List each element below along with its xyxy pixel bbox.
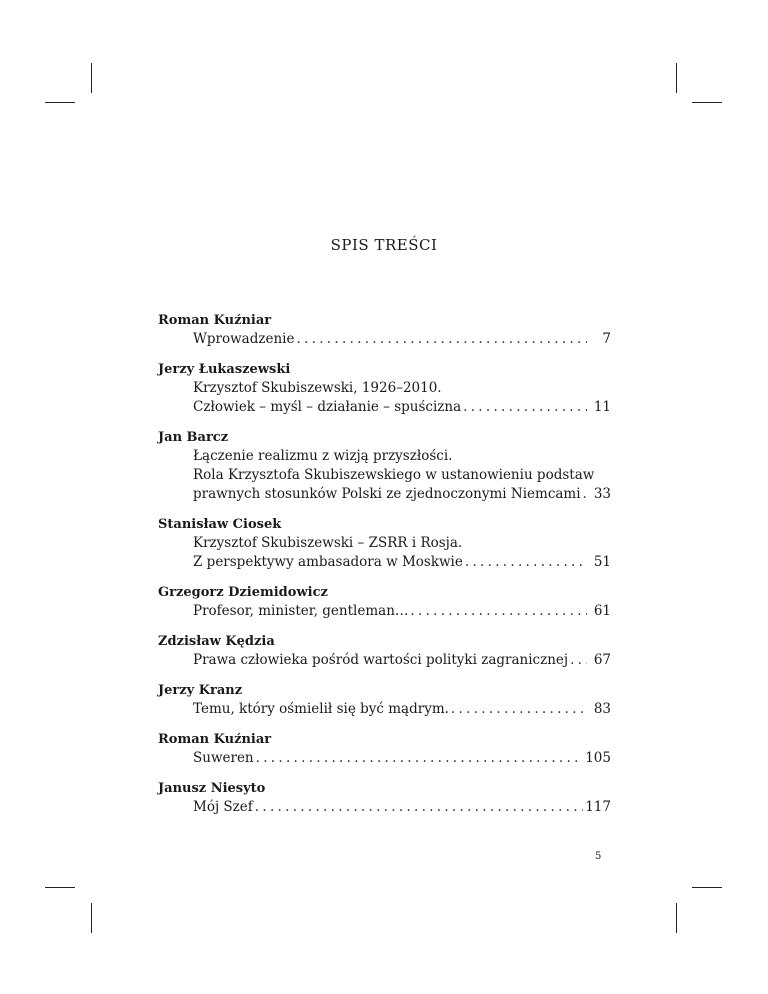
crop-mark xyxy=(676,63,677,93)
crop-mark xyxy=(91,63,92,93)
entry-author: Jerzy Kranz xyxy=(158,683,243,698)
entry-author: Zdzisław Kędzia xyxy=(158,634,275,649)
toc-entry xyxy=(158,730,611,768)
entry-page-number: 105 xyxy=(585,750,611,766)
entry-author: Jerzy Łukaszewski xyxy=(158,362,291,377)
dot-leader xyxy=(410,602,587,621)
entry-title: Z perspektywy ambasadora w Moskwie xyxy=(193,554,463,570)
entry-title: Suweren xyxy=(193,750,254,766)
entry-title: Człowiek – myśl – działanie – spuścizna xyxy=(193,399,462,415)
entry-title-line[interactable] xyxy=(158,602,611,621)
entry-page-number: 67 xyxy=(593,652,611,668)
toc-entry xyxy=(158,632,611,670)
toc-entry xyxy=(158,583,611,621)
entry-title: Profesor, minister, gentleman… xyxy=(193,603,409,619)
crop-mark xyxy=(692,887,722,888)
entry-title-line[interactable] xyxy=(158,651,611,670)
entry-title-line[interactable] xyxy=(158,749,611,768)
entry-title: Mój Szef xyxy=(193,799,253,815)
entry-title: prawnych stosunków Polski ze zjednoczonymi Niemcami xyxy=(193,486,581,502)
crop-mark xyxy=(45,887,75,888)
dot-leader xyxy=(570,651,587,670)
entry-title-line: Rola Krzysztofa Skubiszewskiego w ustanowieniu podstaw xyxy=(193,467,595,483)
page-title: SPIS TREŚCI xyxy=(330,236,438,254)
toc-entry xyxy=(158,515,611,572)
dot-leader xyxy=(463,398,587,417)
crop-mark xyxy=(676,903,677,933)
dot-leader xyxy=(583,485,587,504)
dot-leader xyxy=(465,553,587,572)
entry-author: Roman Kuźniar xyxy=(158,732,272,747)
entry-page-number: 83 xyxy=(593,701,611,717)
entry-page-number: 7 xyxy=(602,331,611,347)
entry-title-line[interactable] xyxy=(158,553,611,572)
entry-title-line[interactable] xyxy=(158,700,611,719)
entry-author: Roman Kuźniar xyxy=(158,313,272,328)
entry-author: Jan Barcz xyxy=(158,430,229,445)
entry-title-line[interactable] xyxy=(158,330,611,349)
entry-author: Janusz Niesyto xyxy=(158,781,266,796)
dot-leader xyxy=(256,749,584,768)
entry-page-number: 11 xyxy=(593,399,611,415)
crop-mark xyxy=(91,903,92,933)
crop-mark xyxy=(692,102,722,103)
entry-title-line[interactable] xyxy=(158,798,611,817)
entry-title: Wprowadzenie xyxy=(193,331,295,347)
entry-page-number: 61 xyxy=(593,603,611,619)
entry-author: Grzegorz Dziemidowicz xyxy=(158,585,328,600)
page-number: 5 xyxy=(595,851,602,862)
toc-entry xyxy=(158,779,611,817)
entry-page-number: 33 xyxy=(593,486,611,502)
entry-title-line[interactable] xyxy=(158,485,611,504)
entry-title-line[interactable] xyxy=(158,398,611,417)
dot-leader xyxy=(255,798,583,817)
toc-entry xyxy=(158,428,611,504)
entry-page-number: 51 xyxy=(593,554,611,570)
entry-title-line: Krzysztof Skubiszewski – ZSRR i Rosja. xyxy=(193,535,463,551)
dot-leader xyxy=(451,700,587,719)
entry-title-line: Krzysztof Skubiszewski, 1926–2010. xyxy=(193,380,442,396)
entry-title: Temu, który ośmielił się być mądrym. xyxy=(193,701,449,717)
entry-title-line: Łączenie realizmu z wizją przyszłości. xyxy=(193,448,453,464)
entry-title: Prawa człowieka pośród wartości polityki zagranicznej xyxy=(193,652,569,668)
crop-mark xyxy=(45,102,75,103)
table-of-contents xyxy=(158,311,611,828)
entry-author: Stanisław Ciosek xyxy=(158,517,282,532)
dot-leader xyxy=(296,330,587,349)
toc-entry xyxy=(158,311,611,349)
toc-entry xyxy=(158,681,611,719)
entry-page-number: 117 xyxy=(585,799,611,815)
toc-entry xyxy=(158,360,611,417)
